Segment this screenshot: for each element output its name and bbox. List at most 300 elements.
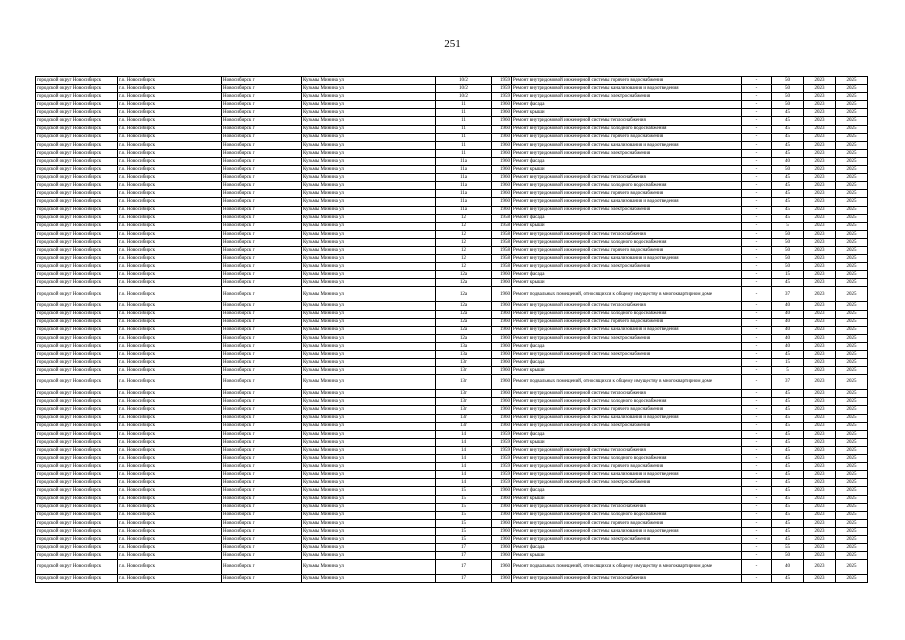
table-row xyxy=(36,430,868,438)
settlement-cell: Новосибирск г xyxy=(222,222,302,230)
wear-percent-cell: 50 xyxy=(772,85,804,93)
municipality-cell: городской округ Новосибирск xyxy=(36,93,118,101)
street-cell: Кузьмы Минина ул xyxy=(302,318,436,326)
build-year-cell: 1960 xyxy=(492,342,512,350)
work-type-cell: Ремонт внутридомовой инженерной системы холодного водоснабжения xyxy=(512,238,742,246)
district-cell: г.о. Новосибирск xyxy=(118,117,222,125)
build-year-cell: 1958 xyxy=(492,246,512,254)
street-cell: Кузьмы Минина ул xyxy=(302,141,436,149)
house-number-cell: 11 xyxy=(436,141,492,149)
street-cell: Кузьмы Минина ул xyxy=(302,125,436,133)
build-year-cell: 1960 xyxy=(492,398,512,406)
work-type-cell: Ремонт внутридомовой инженерной системы канализования и водоотведения xyxy=(512,141,742,149)
table-row xyxy=(36,263,868,271)
wear-percent-cell: 50 xyxy=(772,263,804,271)
wear-percent-cell: 50 xyxy=(772,166,804,174)
start-year-cell: 2023 xyxy=(804,422,836,430)
dash-cell: - xyxy=(742,149,772,157)
start-year-cell: 2023 xyxy=(804,390,836,398)
table-row xyxy=(36,527,868,535)
district-cell: г.о. Новосибирск xyxy=(118,575,222,583)
municipality-cell: городской округ Новосибирск xyxy=(36,398,118,406)
house-number-cell: 15 xyxy=(436,519,492,527)
district-cell: г.о. Новосибирск xyxy=(118,446,222,454)
dash-cell: - xyxy=(742,93,772,101)
house-number-cell: 12 xyxy=(436,214,492,222)
house-number-cell: 12а xyxy=(436,271,492,279)
wear-percent-cell: 45 xyxy=(772,438,804,446)
district-cell: г.о. Новосибирск xyxy=(118,552,222,560)
house-number-cell: 12а xyxy=(436,279,492,287)
house-number-cell: 15 xyxy=(436,495,492,503)
district-cell: г.о. Новосибирск xyxy=(118,230,222,238)
table-row xyxy=(36,575,868,583)
start-year-cell: 2023 xyxy=(804,77,836,85)
municipality-cell: городской округ Новосибирск xyxy=(36,149,118,157)
wear-percent-cell: 40 xyxy=(772,326,804,334)
district-cell: г.о. Новосибирск xyxy=(118,495,222,503)
work-type-cell: Ремонт внутридомовой инженерной системы теплоснабжения xyxy=(512,390,742,398)
build-year-cell: 1960 xyxy=(492,133,512,141)
build-year-cell: 1960 xyxy=(492,279,512,287)
municipality-cell: городской округ Новосибирск xyxy=(36,430,118,438)
street-cell: Кузьмы Минина ул xyxy=(302,398,436,406)
start-year-cell: 2023 xyxy=(804,117,836,125)
table-row xyxy=(36,351,868,359)
municipality-cell: городской округ Новосибирск xyxy=(36,238,118,246)
table-row xyxy=(36,342,868,350)
end-year-cell: 2025 xyxy=(836,271,868,279)
dash-cell: - xyxy=(742,174,772,182)
municipality-cell: городской округ Новосибирск xyxy=(36,182,118,190)
table-row xyxy=(36,77,868,85)
work-type-cell: Ремонт фасада xyxy=(512,342,742,350)
end-year-cell: 2025 xyxy=(836,398,868,406)
settlement-cell: Новосибирск г xyxy=(222,446,302,454)
table-row xyxy=(36,238,868,246)
municipality-cell: городской округ Новосибирск xyxy=(36,255,118,263)
house-number-cell: 14 xyxy=(436,446,492,454)
dash-cell: - xyxy=(742,318,772,326)
build-year-cell: 1960 xyxy=(492,190,512,198)
street-cell: Кузьмы Минина ул xyxy=(302,511,436,519)
street-cell: Кузьмы Минина ул xyxy=(302,438,436,446)
wear-percent-cell: 45 xyxy=(772,479,804,487)
house-number-cell: 15 xyxy=(436,511,492,519)
street-cell: Кузьмы Минина ул xyxy=(302,263,436,271)
table-row xyxy=(36,310,868,318)
district-cell: г.о. Новосибирск xyxy=(118,342,222,350)
table-row xyxy=(36,318,868,326)
start-year-cell: 2023 xyxy=(804,214,836,222)
municipality-cell: городской округ Новосибирск xyxy=(36,422,118,430)
municipality-cell: городской округ Новосибирск xyxy=(36,230,118,238)
work-type-cell: Ремонт внутридомовой инженерной системы электроснабжения xyxy=(512,263,742,271)
street-cell: Кузьмы Минина ул xyxy=(302,342,436,350)
municipality-cell: городской округ Новосибирск xyxy=(36,544,118,552)
wear-percent-cell: 45 xyxy=(772,495,804,503)
build-year-cell: 1958 xyxy=(492,238,512,246)
settlement-cell: Новосибирск г xyxy=(222,318,302,326)
dash-cell: - xyxy=(742,535,772,543)
start-year-cell: 2023 xyxy=(804,93,836,101)
dash-cell: - xyxy=(742,471,772,479)
start-year-cell: 2023 xyxy=(804,463,836,471)
dash-cell: - xyxy=(742,422,772,430)
work-type-cell: Ремонт внутридомовой инженерной системы электроснабжения xyxy=(512,93,742,101)
end-year-cell: 2025 xyxy=(836,214,868,222)
table-row xyxy=(36,101,868,109)
street-cell: Кузьмы Минина ул xyxy=(302,117,436,125)
wear-percent-cell: 45 xyxy=(772,406,804,414)
table-row xyxy=(36,535,868,543)
table-row xyxy=(36,398,868,406)
start-year-cell: 2023 xyxy=(804,101,836,109)
end-year-cell: 2025 xyxy=(836,117,868,125)
district-cell: г.о. Новосибирск xyxy=(118,222,222,230)
build-year-cell: 1960 xyxy=(492,519,512,527)
start-year-cell: 2023 xyxy=(804,544,836,552)
street-cell: Кузьмы Минина ул xyxy=(302,351,436,359)
street-cell: Кузьмы Минина ул xyxy=(302,552,436,560)
build-year-cell: 1959 xyxy=(492,463,512,471)
district-cell: г.о. Новосибирск xyxy=(118,359,222,367)
work-type-cell: Ремонт внутридомовой инженерной системы горячего водоснабжения xyxy=(512,406,742,414)
end-year-cell: 2025 xyxy=(836,519,868,527)
wear-percent-cell: 45 xyxy=(772,125,804,133)
settlement-cell: Новосибирск г xyxy=(222,198,302,206)
district-cell: г.о. Новосибирск xyxy=(118,246,222,254)
table-row xyxy=(36,455,868,463)
street-cell: Кузьмы Минина ул xyxy=(302,471,436,479)
municipality-cell: городской округ Новосибирск xyxy=(36,77,118,85)
wear-percent-cell: 40 xyxy=(772,157,804,165)
work-type-cell: Ремонт внутридомовой инженерной системы горячего водоснабжения xyxy=(512,246,742,254)
build-year-cell: 1960 xyxy=(492,271,512,279)
table-row xyxy=(36,560,868,575)
settlement-cell: Новосибирск г xyxy=(222,133,302,141)
settlement-cell: Новосибирск г xyxy=(222,109,302,117)
table-row xyxy=(36,359,868,367)
wear-percent-cell: 45 xyxy=(772,471,804,479)
settlement-cell: Новосибирск г xyxy=(222,101,302,109)
street-cell: Кузьмы Минина ул xyxy=(302,479,436,487)
wear-percent-cell: 45 xyxy=(772,527,804,535)
end-year-cell: 2025 xyxy=(836,351,868,359)
table-row xyxy=(36,214,868,222)
house-number-cell: 11 xyxy=(436,125,492,133)
street-cell: Кузьмы Минина ул xyxy=(302,230,436,238)
house-number-cell: 13г xyxy=(436,367,492,375)
wear-percent-cell: 45 xyxy=(772,133,804,141)
house-number-cell: 17 xyxy=(436,575,492,583)
wear-percent-cell: 40 xyxy=(772,334,804,342)
district-cell: г.о. Новосибирск xyxy=(118,519,222,527)
table-row xyxy=(36,487,868,495)
build-year-cell: 1960 xyxy=(492,575,512,583)
start-year-cell: 2023 xyxy=(804,302,836,310)
build-year-cell: 1960 xyxy=(492,527,512,535)
municipality-cell: городской округ Новосибирск xyxy=(36,174,118,182)
house-number-cell: 15 xyxy=(436,487,492,495)
municipality-cell: городской округ Новосибирск xyxy=(36,375,118,390)
start-year-cell: 2023 xyxy=(804,326,836,334)
municipality-cell: городской округ Новосибирск xyxy=(36,487,118,495)
end-year-cell: 2025 xyxy=(836,230,868,238)
build-year-cell: 1960 xyxy=(492,117,512,125)
settlement-cell: Новосибирск г xyxy=(222,302,302,310)
dash-cell: - xyxy=(742,575,772,583)
end-year-cell: 2025 xyxy=(836,455,868,463)
capital-repair-table xyxy=(35,76,868,583)
dash-cell: - xyxy=(742,511,772,519)
build-year-cell: 1960 xyxy=(492,422,512,430)
wear-percent-cell: 45 xyxy=(772,174,804,182)
end-year-cell: 2025 xyxy=(836,487,868,495)
build-year-cell: 1960 xyxy=(492,206,512,214)
settlement-cell: Новосибирск г xyxy=(222,359,302,367)
end-year-cell: 2025 xyxy=(836,390,868,398)
street-cell: Кузьмы Минина ул xyxy=(302,446,436,454)
wear-percent-cell: 45 xyxy=(772,575,804,583)
work-type-cell: Ремонт внутридомовой инженерной системы теплоснабжения xyxy=(512,446,742,454)
dash-cell: - xyxy=(742,271,772,279)
work-type-cell: Ремонт фасада xyxy=(512,430,742,438)
build-year-cell: 1960 xyxy=(492,414,512,422)
settlement-cell: Новосибирск г xyxy=(222,495,302,503)
page-number: 251 xyxy=(444,38,461,50)
municipality-cell: городской округ Новосибирск xyxy=(36,246,118,254)
work-type-cell: Ремонт внутридомовой инженерной системы канализования и водоотведения xyxy=(512,527,742,535)
work-type-cell: Ремонт внутридомовой инженерной системы канализования и водоотведения xyxy=(512,85,742,93)
street-cell: Кузьмы Минина ул xyxy=(302,101,436,109)
table-row xyxy=(36,414,868,422)
wear-percent-cell: 45 xyxy=(772,117,804,125)
dash-cell: - xyxy=(742,430,772,438)
settlement-cell: Новосибирск г xyxy=(222,552,302,560)
start-year-cell: 2023 xyxy=(804,438,836,446)
start-year-cell: 2023 xyxy=(804,287,836,302)
house-number-cell: 15 xyxy=(436,535,492,543)
dash-cell: - xyxy=(742,342,772,350)
settlement-cell: Новосибирск г xyxy=(222,422,302,430)
end-year-cell: 2025 xyxy=(836,318,868,326)
settlement-cell: Новосибирск г xyxy=(222,487,302,495)
municipality-cell: городской округ Новосибирск xyxy=(36,479,118,487)
end-year-cell: 2025 xyxy=(836,109,868,117)
dash-cell: - xyxy=(742,182,772,190)
house-number-cell: 12 xyxy=(436,230,492,238)
work-type-cell: Ремонт внутридомовой инженерной системы электроснабжения xyxy=(512,479,742,487)
street-cell: Кузьмы Минина ул xyxy=(302,560,436,575)
wear-percent-cell: 37 xyxy=(772,287,804,302)
settlement-cell: Новосибирск г xyxy=(222,255,302,263)
work-type-cell: Ремонт внутридомовой инженерной системы горячего водоснабжения xyxy=(512,463,742,471)
build-year-cell: 1960 xyxy=(492,149,512,157)
work-type-cell: Ремонт внутридомовой инженерной системы электроснабжения xyxy=(512,351,742,359)
end-year-cell: 2025 xyxy=(836,471,868,479)
start-year-cell: 2023 xyxy=(804,495,836,503)
wear-percent-cell: 45 xyxy=(772,398,804,406)
wear-percent-cell: 50 xyxy=(772,101,804,109)
build-year-cell: 1960 xyxy=(492,326,512,334)
street-cell: Кузьмы Минина ул xyxy=(302,544,436,552)
start-year-cell: 2023 xyxy=(804,342,836,350)
work-type-cell: Ремонт внутридомовой инженерной системы теплоснабжения xyxy=(512,302,742,310)
wear-percent-cell: 45 xyxy=(772,519,804,527)
wear-percent-cell: 45 xyxy=(772,109,804,117)
settlement-cell: Новосибирск г xyxy=(222,263,302,271)
work-type-cell: Ремонт внутридомовой инженерной системы холодного водоснабжения xyxy=(512,182,742,190)
dash-cell: - xyxy=(742,503,772,511)
municipality-cell: городской округ Новосибирск xyxy=(36,406,118,414)
municipality-cell: городской округ Новосибирск xyxy=(36,166,118,174)
municipality-cell: городской округ Новосибирск xyxy=(36,511,118,519)
work-type-cell: Ремонт внутридомовой инженерной системы электроснабжения xyxy=(512,206,742,214)
build-year-cell: 1959 xyxy=(492,446,512,454)
house-number-cell: 11а xyxy=(436,190,492,198)
end-year-cell: 2025 xyxy=(836,101,868,109)
municipality-cell: городской округ Новосибирск xyxy=(36,206,118,214)
end-year-cell: 2025 xyxy=(836,85,868,93)
start-year-cell: 2023 xyxy=(804,310,836,318)
dash-cell: - xyxy=(742,85,772,93)
house-number-cell: 12а xyxy=(436,318,492,326)
house-number-cell: 12а xyxy=(436,326,492,334)
settlement-cell: Новосибирск г xyxy=(222,544,302,552)
wear-percent-cell: 50 xyxy=(772,255,804,263)
dash-cell: - xyxy=(742,334,772,342)
work-type-cell: Ремонт внутридомовой инженерной системы электроснабжения xyxy=(512,535,742,543)
street-cell: Кузьмы Минина ул xyxy=(302,198,436,206)
street-cell: Кузьмы Минина ул xyxy=(302,93,436,101)
dash-cell: - xyxy=(742,527,772,535)
work-type-cell: Ремонт внутридомовой инженерной системы холодного водоснабжения xyxy=(512,455,742,463)
district-cell: г.о. Новосибирск xyxy=(118,334,222,342)
street-cell: Кузьмы Минина ул xyxy=(302,222,436,230)
end-year-cell: 2025 xyxy=(836,287,868,302)
settlement-cell: Новосибирск г xyxy=(222,334,302,342)
work-type-cell: Ремонт внутридомовой инженерной системы электроснабжения xyxy=(512,422,742,430)
street-cell: Кузьмы Минина ул xyxy=(302,367,436,375)
wear-percent-cell: 45 xyxy=(772,141,804,149)
build-year-cell: 1959 xyxy=(492,479,512,487)
settlement-cell: Новосибирск г xyxy=(222,230,302,238)
build-year-cell: 1958 xyxy=(492,230,512,238)
house-number-cell: 17 xyxy=(436,544,492,552)
work-type-cell: Ремонт внутридомовой инженерной системы электроснабжения xyxy=(512,334,742,342)
municipality-cell: городской округ Новосибирск xyxy=(36,117,118,125)
settlement-cell: Новосибирск г xyxy=(222,503,302,511)
district-cell: г.о. Новосибирск xyxy=(118,318,222,326)
street-cell: Кузьмы Минина ул xyxy=(302,535,436,543)
end-year-cell: 2025 xyxy=(836,552,868,560)
house-number-cell: 14 xyxy=(436,438,492,446)
settlement-cell: Новосибирск г xyxy=(222,575,302,583)
start-year-cell: 2023 xyxy=(804,560,836,575)
dash-cell: - xyxy=(742,287,772,302)
work-type-cell: Ремонт внутридомовой инженерной системы горячего водоснабжения xyxy=(512,133,742,141)
district-cell: г.о. Новосибирск xyxy=(118,414,222,422)
start-year-cell: 2023 xyxy=(804,133,836,141)
district-cell: г.о. Новосибирск xyxy=(118,503,222,511)
table-row xyxy=(36,125,868,133)
street-cell: Кузьмы Минина ул xyxy=(302,519,436,527)
dash-cell: - xyxy=(742,406,772,414)
dash-cell: - xyxy=(742,375,772,390)
work-type-cell: Ремонт внутридомовой инженерной системы канализования и водоотведения xyxy=(512,255,742,263)
work-type-cell: Ремонт крыши xyxy=(512,438,742,446)
start-year-cell: 2023 xyxy=(804,552,836,560)
settlement-cell: Новосибирск г xyxy=(222,430,302,438)
end-year-cell: 2025 xyxy=(836,414,868,422)
build-year-cell: 1959 xyxy=(492,77,512,85)
house-number-cell: 13г xyxy=(436,414,492,422)
start-year-cell: 2023 xyxy=(804,149,836,157)
dash-cell: - xyxy=(742,214,772,222)
build-year-cell: 1960 xyxy=(492,334,512,342)
district-cell: г.о. Новосибирск xyxy=(118,544,222,552)
work-type-cell: Ремонт крыши xyxy=(512,222,742,230)
work-type-cell: Ремонт фасада xyxy=(512,271,742,279)
table-row xyxy=(36,375,868,390)
wear-percent-cell: 45 xyxy=(772,422,804,430)
build-year-cell: 1960 xyxy=(492,166,512,174)
settlement-cell: Новосибирск г xyxy=(222,560,302,575)
district-cell: г.о. Новосибирск xyxy=(118,390,222,398)
start-year-cell: 2023 xyxy=(804,206,836,214)
table-row xyxy=(36,149,868,157)
start-year-cell: 2023 xyxy=(804,511,836,519)
end-year-cell: 2025 xyxy=(836,495,868,503)
municipality-cell: городской округ Новосибирск xyxy=(36,552,118,560)
start-year-cell: 2023 xyxy=(804,503,836,511)
settlement-cell: Новосибирск г xyxy=(222,414,302,422)
municipality-cell: городской округ Новосибирск xyxy=(36,85,118,93)
wear-percent-cell: 15 xyxy=(772,359,804,367)
work-type-cell: Ремонт внутридомовой инженерной системы горячего водоснабжения xyxy=(512,519,742,527)
start-year-cell: 2023 xyxy=(804,318,836,326)
wear-percent-cell: 45 xyxy=(772,487,804,495)
start-year-cell: 2023 xyxy=(804,414,836,422)
street-cell: Кузьмы Минина ул xyxy=(302,302,436,310)
work-type-cell: Ремонт внутридомовой инженерной системы канализования и водоотведения xyxy=(512,326,742,334)
house-number-cell: 12а xyxy=(436,302,492,310)
wear-percent-cell: 5 xyxy=(772,367,804,375)
build-year-cell: 1960 xyxy=(492,351,512,359)
work-type-cell: Ремонт фасада xyxy=(512,359,742,367)
settlement-cell: Новосибирск г xyxy=(222,117,302,125)
house-number-cell: 11 xyxy=(436,109,492,117)
start-year-cell: 2023 xyxy=(804,575,836,583)
work-type-cell: Ремонт внутридомовой инженерной системы холодного водоснабжения xyxy=(512,398,742,406)
house-number-cell: 14 xyxy=(436,479,492,487)
work-type-cell: Ремонт фасада xyxy=(512,544,742,552)
settlement-cell: Новосибирск г xyxy=(222,77,302,85)
municipality-cell: городской округ Новосибирск xyxy=(36,560,118,575)
settlement-cell: Новосибирск г xyxy=(222,406,302,414)
work-type-cell: Ремонт подвальных помещений, относящихся к общему имуществу в многоквартирном доме xyxy=(512,287,742,302)
work-type-cell: Ремонт крыши xyxy=(512,367,742,375)
municipality-cell: городской округ Новосибирск xyxy=(36,495,118,503)
district-cell: г.о. Новосибирск xyxy=(118,125,222,133)
table-row xyxy=(36,141,868,149)
settlement-cell: Новосибирск г xyxy=(222,463,302,471)
municipality-cell: городской округ Новосибирск xyxy=(36,342,118,350)
work-type-cell: Ремонт крыши xyxy=(512,495,742,503)
district-cell: г.о. Новосибирск xyxy=(118,141,222,149)
end-year-cell: 2025 xyxy=(836,342,868,350)
